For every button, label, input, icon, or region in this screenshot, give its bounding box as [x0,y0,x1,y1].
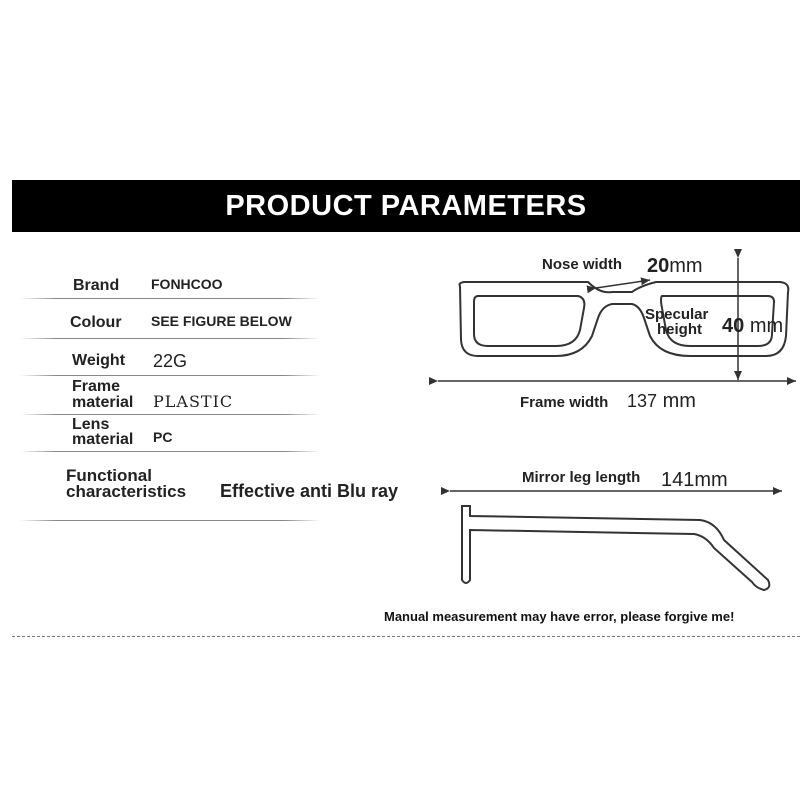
lens-material-label-line1: Lens [72,416,110,433]
nose-width-value: 20 [647,255,670,277]
specular-height-unit: mm [749,315,784,337]
mirror-leg-length-unit: mm [694,469,728,491]
colour-label: Colour [70,314,122,331]
functional-value: Effective anti Blu ray [220,481,399,501]
nose-width-readout [647,255,703,278]
frame-width-unit: mm [662,390,696,412]
frame-width-readout [627,390,696,413]
lens-material-value: PC [153,429,173,445]
nose-width-label: Nose width [542,256,623,273]
specular-height-value: 40 [722,315,745,337]
mirror-leg-length-label: Mirror leg length [522,469,641,486]
page-title: PRODUCT PARAMETERS [225,189,587,222]
brand-value: FONHCOO [151,276,223,292]
weight-label: Weight [72,352,126,369]
weight-value: 22G [153,351,188,371]
lens-material-label-line2: material [72,431,134,448]
frame-material-label-line2: material [72,394,134,411]
functional-label-line2: characteristics [66,482,187,501]
frame-material-label-line1: Frame [72,378,121,395]
specular-height-readout [722,315,783,338]
nose-width-unit: mm [669,255,703,277]
frame-width-label: Frame width [520,394,609,411]
specular-height-label-line1: Specular [645,306,709,323]
frame-material-value: PLASTIC [153,392,234,411]
colour-value: SEE FIGURE BELOW [151,313,292,329]
dashed-divider [12,636,800,637]
mirror-leg-length-value: 141 [661,469,695,491]
specular-height-label-line2: height [657,321,702,338]
functional-label-line1: Functional [66,466,152,485]
measurement-disclaimer: Manual measurement may have error, please forgive me! [384,609,735,624]
glasses-temple-icon [462,506,769,590]
frame-width-value: 137 [627,391,658,411]
brand-label: Brand [73,277,120,294]
mirror-leg-length-readout [661,469,728,492]
